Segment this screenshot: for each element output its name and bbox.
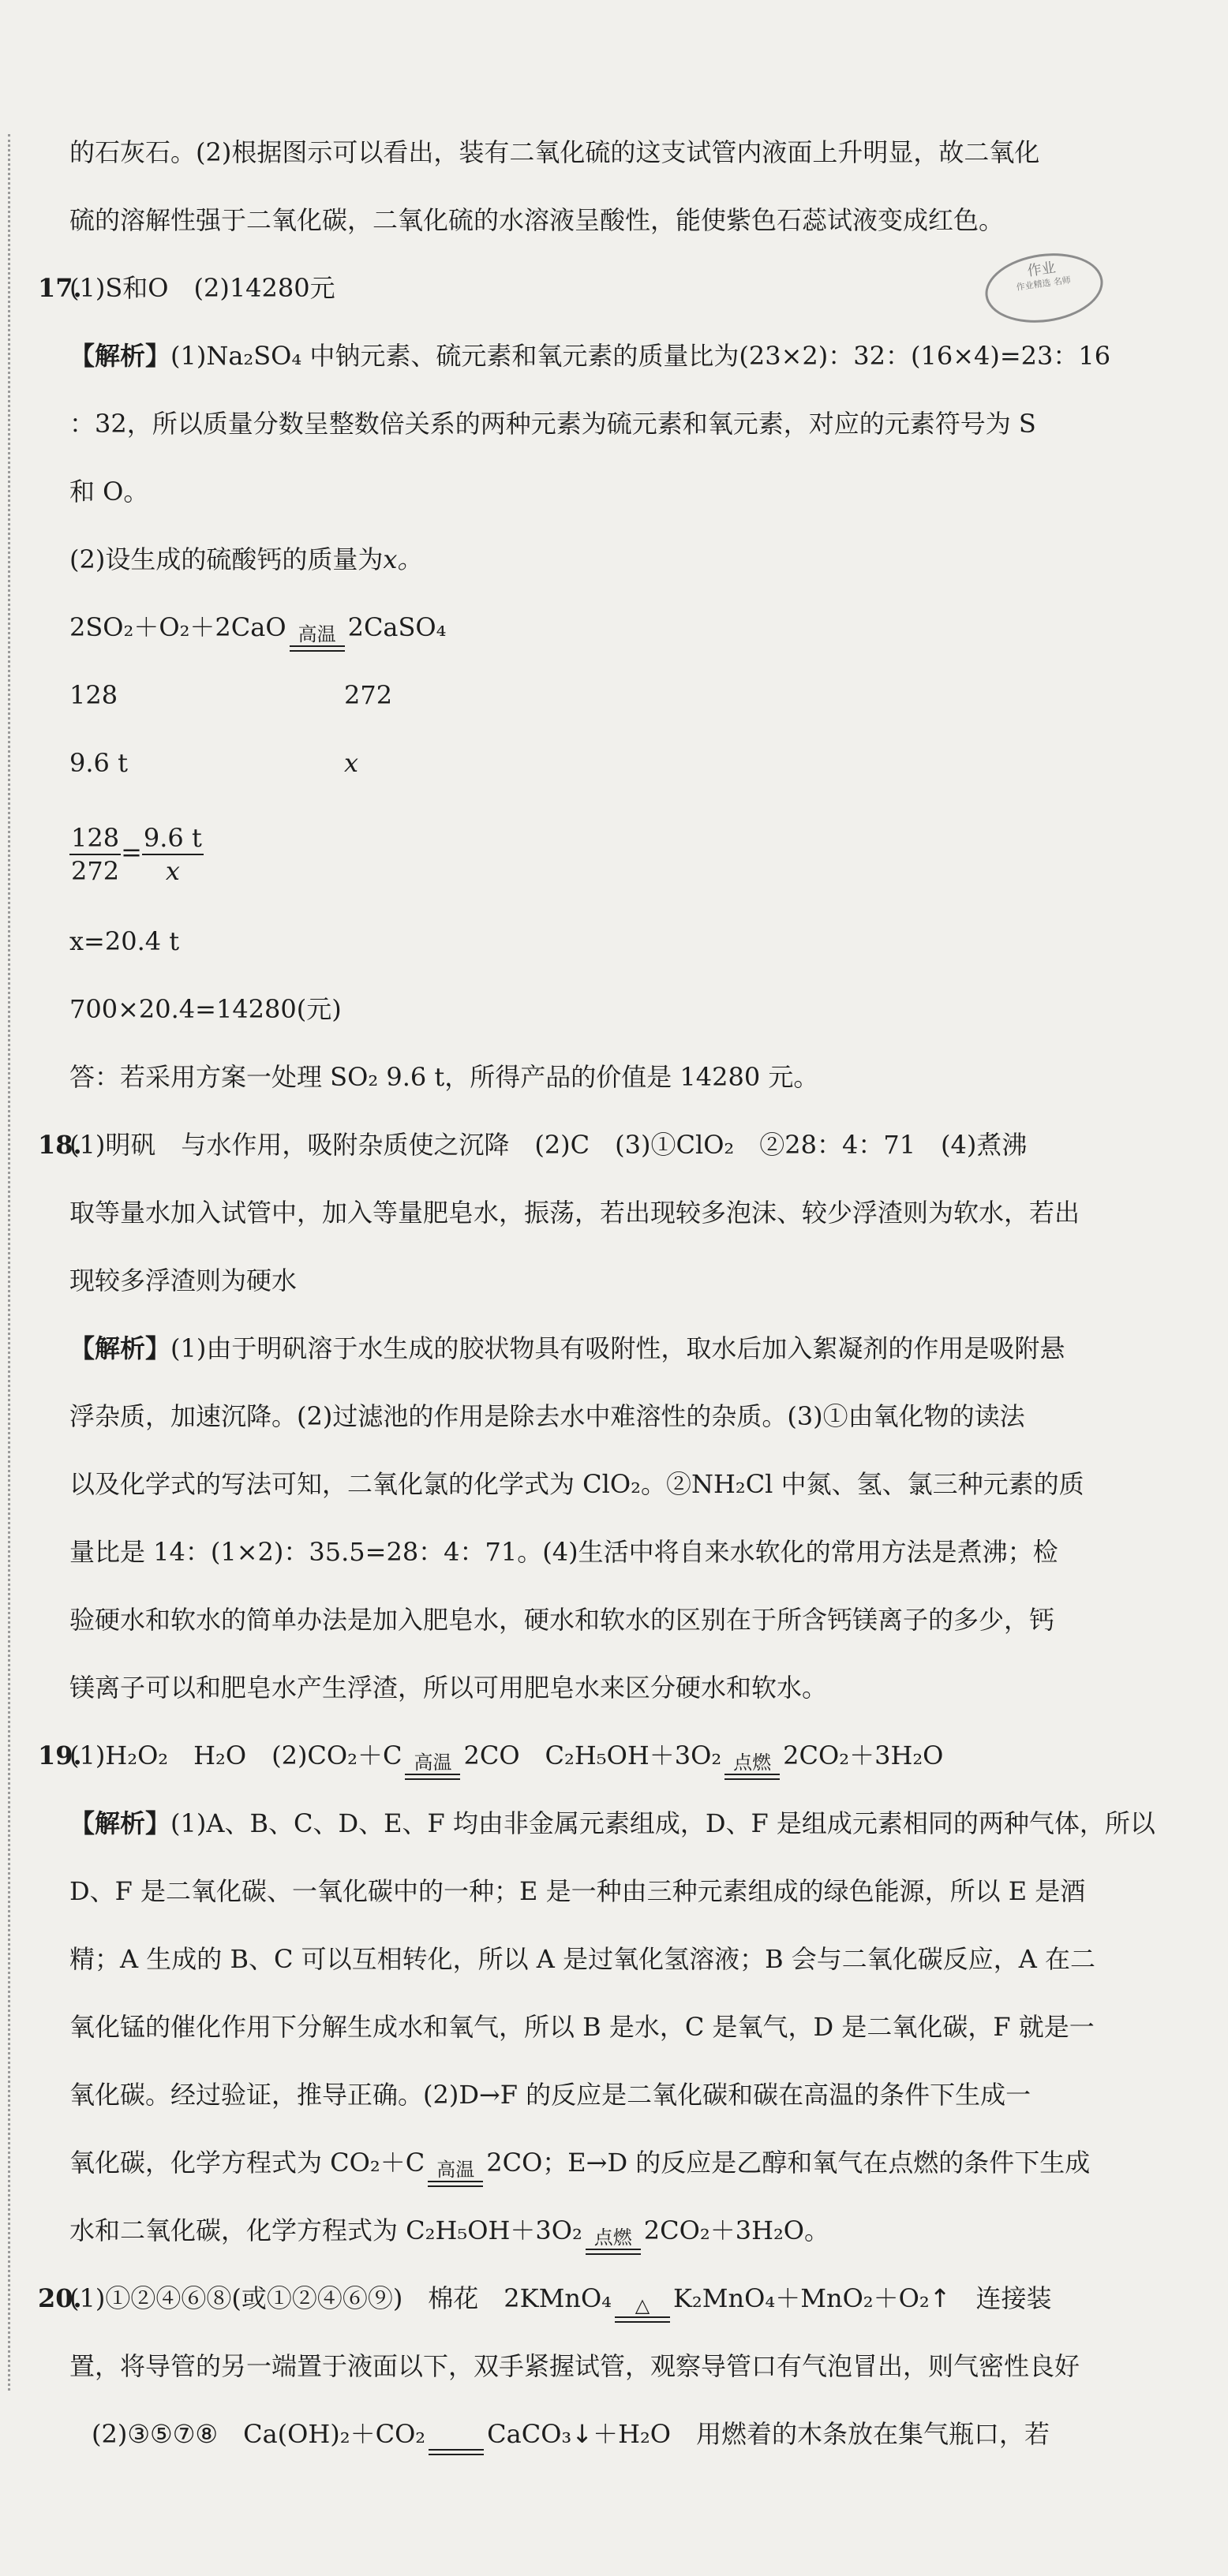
analysis-tag: 【解析】 [69, 1333, 171, 1363]
reaction-condition: 高温 [290, 625, 345, 652]
binding-margin-dotted-line [8, 134, 10, 2391]
precipitate-down-arrow: ↓ [571, 2419, 593, 2449]
q18-analysis-line: 【解析】(1)由于明矾溶于水生成的胶状物具有吸附性，取水后加入絮凝剂的作用是吸附悬 [69, 1333, 1065, 1363]
mass-row: 128 272 [69, 680, 393, 710]
text-line: 量比是 14：(1×2)：35.5=28：4：71。(4)生活中将自来水软化的常用方法是煮沸；检 [69, 1537, 1058, 1567]
reaction-condition: 高温 [405, 1753, 460, 1780]
text-line: 硫的溶解性强于二氧化碳，二氧化硫的水溶液呈酸性，能使紫色石蕊试液变成红色。 [69, 205, 1005, 235]
q20-answer-line: 20.(1)①②④⑥⑧(或①②④⑥⑨) 棉花 2KMnO₄ △ K₂MnO₄＋MnO₂＋O₂↑ 连接装 [69, 2264, 1182, 2332]
question-number: 19. [38, 1740, 82, 1770]
chemical-equation: 2SO₂＋O₂＋2CaO 高温 2CaSO₄ [69, 593, 1182, 661]
q17-answer-line: 17.(1)S和O (2)14280元 [69, 254, 1182, 322]
text-line: 取等量水加入试管中，加入等量肥皂水，振荡，若出现较多泡沫、较少浮渣则为软水，若出 [69, 1198, 1080, 1228]
homework-stamp: 作业 作业精选 名师 [981, 246, 1108, 330]
text-line: (2)③⑤⑦⑧ Ca(OH)₂＋CO₂ CaCO₃↓＋H₂O 用燃着的木条放在集气瓶口，若 [69, 2400, 1182, 2468]
text-line: 置，将导管的另一端置于液面以下，双手紧握试管，观察导管口有气泡冒出，则气密性良好 [69, 2351, 1080, 2381]
fraction: $\frac{128}{272}$ [71, 822, 120, 886]
fraction: $\frac{9.6 t}{x}$ [143, 822, 202, 886]
reaction-condition: 点燃 [724, 1753, 780, 1780]
text-line: 镁离子可以和肥皂水产生浮渣，所以可用肥皂水来区分硬水和软水。 [69, 1673, 828, 1703]
text-line: 答：若采用方案一处理 SO₂ 9.6 t，所得产品的价值是 14280 元。 [69, 1062, 819, 1092]
text-line: 氧化碳，化学方程式为 CO₂＋C 高温 2CO；E→D 的反应是乙醇和氧气在点燃的条件下生成 [69, 2129, 1182, 2197]
question-number: 17. [38, 273, 82, 303]
reaction-condition: △ [615, 2296, 670, 2323]
answer-content [38, 118, 1182, 2468]
question-number: 18. [38, 1130, 82, 1160]
text-line: 水和二氧化碳，化学方程式为 C₂H₅OH＋3O₂ 点燃 2CO₂＋3H₂O。 [69, 2197, 1182, 2264]
text-line: 的石灰石。(2)根据图示可以看出，装有二氧化硫的这支试管内液面上升明显，故二氧化 [69, 137, 1040, 167]
q19-analysis-line: 【解析】(1)A、B、C、D、E、F 均由非金属元素组成，D、F 是组成元素相同的两种气体，所以 [69, 1808, 1155, 1838]
q17-analysis-line: 【解析】(1)Na₂SO₄ 中钠元素、硫元素和氧元素的质量比为(23×2)：32：(16×4)=23：16 [69, 341, 1111, 371]
q18-answer-line: 18.(1)明矾 与水作用，吸附杂质使之沉降 (2)C (3)①ClO₂ ②28：4：71 (4)煮沸 [69, 1111, 1182, 1179]
text-line: 700×20.4=14280(元) [69, 994, 342, 1024]
reaction-condition: 点燃 [586, 2228, 641, 2255]
q19-answer-line: 19.(1)H₂O₂ H₂O (2)CO₂＋C 高温 2CO C₂H₅OH＋3O₂ 点燃 2CO₂＋3H₂O [69, 1722, 1182, 1789]
text-line: 氧化锰的催化作用下分解生成水和氧气，所以 B 是水，C 是氧气，D 是二氧化碳，F 就是一 [69, 2012, 1095, 2042]
text-line: ：32，所以质量分数呈整数倍关系的两种元素为硫元素和氧元素，对应的元素符号为 S [69, 409, 1036, 439]
text-line: 浮杂质，加速沉降。(2)过滤池的作用是除去水中难溶性的杂质。(3)①由氧化物的读法 [69, 1401, 1025, 1431]
gas-up-arrow: ↑ [929, 2283, 951, 2313]
text-line: 现较多浮渣则为硬水 [69, 1266, 298, 1295]
text-line: 验硬水和软水的简单办法是加入肥皂水，硬水和软水的区别在于所含钙镁离子的多少，钙 [69, 1605, 1055, 1635]
reaction-condition: 高温 [428, 2160, 483, 2187]
text-line: D、F 是二氧化碳、一氧化碳中的一种；E 是一种由三种元素组成的绿色能源，所以 E 是酒 [69, 1876, 1086, 1906]
analysis-tag: 【解析】 [69, 1808, 171, 1838]
question-number: 20. [38, 2283, 82, 2313]
proportion-equation: $\frac{128}{272}$ = $\frac{9.6 t}{x}$ [71, 822, 202, 886]
text-line: (2)设生成的硫酸钙的质量为x。 [69, 544, 423, 574]
text-line: x=20.4 t [69, 926, 180, 956]
text-line: 以及化学式的写法可知，二氧化氯的化学式为 ClO₂。②NH₂Cl 中氮、氢、氯三种元素的质 [69, 1469, 1084, 1499]
text-line: 氧化碳。经过验证，推导正确。(2)D→F 的反应是二氧化碳和碳在高温的条件下生成一 [69, 2080, 1031, 2110]
quantity-row: 9.6 t x [69, 748, 359, 778]
analysis-tag: 【解析】 [69, 341, 171, 371]
text-line: 精；A 生成的 B、C 可以互相转化，所以 A 是过氧化氢溶液；B 会与二氧化碳反应，A 在二 [69, 1944, 1096, 1974]
reaction-condition [429, 2447, 484, 2455]
text-line: 和 O。 [69, 477, 149, 507]
